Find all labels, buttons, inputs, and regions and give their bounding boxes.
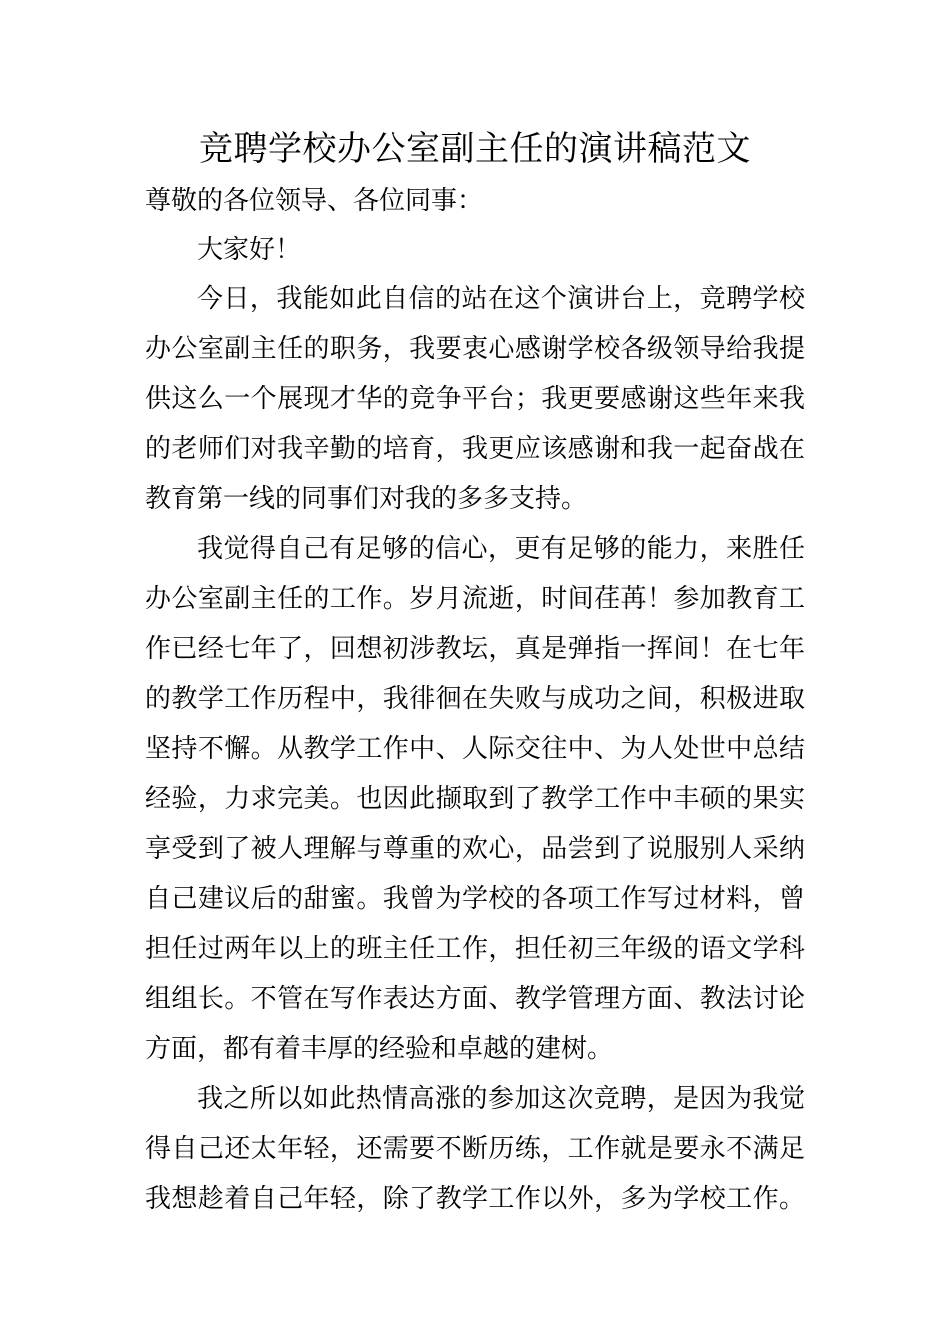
paragraph-line: 组组长。不管在写作表达方面、教学管理方面、教法讨论 [145,984,805,1014]
paragraph-line: 坚持不懈。从教学工作中、人际交往中、为人处世中总结 [145,734,805,764]
paragraph-line: 办公室副主任的工作。岁月流逝，时间荏苒！参加教育工 [145,584,805,614]
paragraph-line: 经验，力求完美。也因此撷取到了教学工作中丰硕的果实 [145,784,805,814]
greeting: 大家好！ [197,235,302,265]
paragraph-line: 我觉得自己有足够的信心，更有足够的能力，来胜任 [197,534,805,564]
document-title: 竞聘学校办公室副主任的演讲稿范文 [199,129,751,169]
paragraph-line: 的老师们对我辛勤的培育，我更应该感谢和我一起奋战在 [145,434,805,464]
paragraph-line: 作已经七年了，回想初涉教坛，真是弹指一挥间！在七年 [145,634,805,664]
paragraph-line: 担任过两年以上的班主任工作，担任初三年级的语文学科 [145,934,805,964]
paragraph-line: 得自己还太年轻，还需要不断历练，工作就是要永不满足 [145,1134,805,1164]
paragraph-line: 供这么一个展现才华的竞争平台；我更要感谢这些年来我 [145,384,805,414]
paragraph-line: 自己建议后的甜蜜。我曾为学校的各项工作写过材料，曾 [145,884,805,914]
paragraph-line: 今日，我能如此自信的站在这个演讲台上，竞聘学校 [197,284,805,314]
paragraph-line: 我想趁着自己年轻，除了教学工作以外，多为学校工作。 [145,1184,805,1214]
paragraph-line: 方面，都有着丰厚的经验和卓越的建树。 [145,1034,614,1064]
paragraph-line: 办公室副主任的职务，我要衷心感谢学校各级领导给我提 [145,334,805,364]
salutation: 尊敬的各位领导、各位同事： [145,186,484,216]
paragraph-line: 的教学工作历程中，我徘徊在失败与成功之间，积极进取 [145,684,805,714]
paragraph-line: 享受到了被人理解与尊重的欢心，品尝到了说服别人采纳 [145,834,805,864]
paragraph-line: 教育第一线的同事们对我的多多支持。 [145,484,588,514]
paragraph-line: 我之所以如此热情高涨的参加这次竞聘，是因为我觉 [197,1084,805,1114]
